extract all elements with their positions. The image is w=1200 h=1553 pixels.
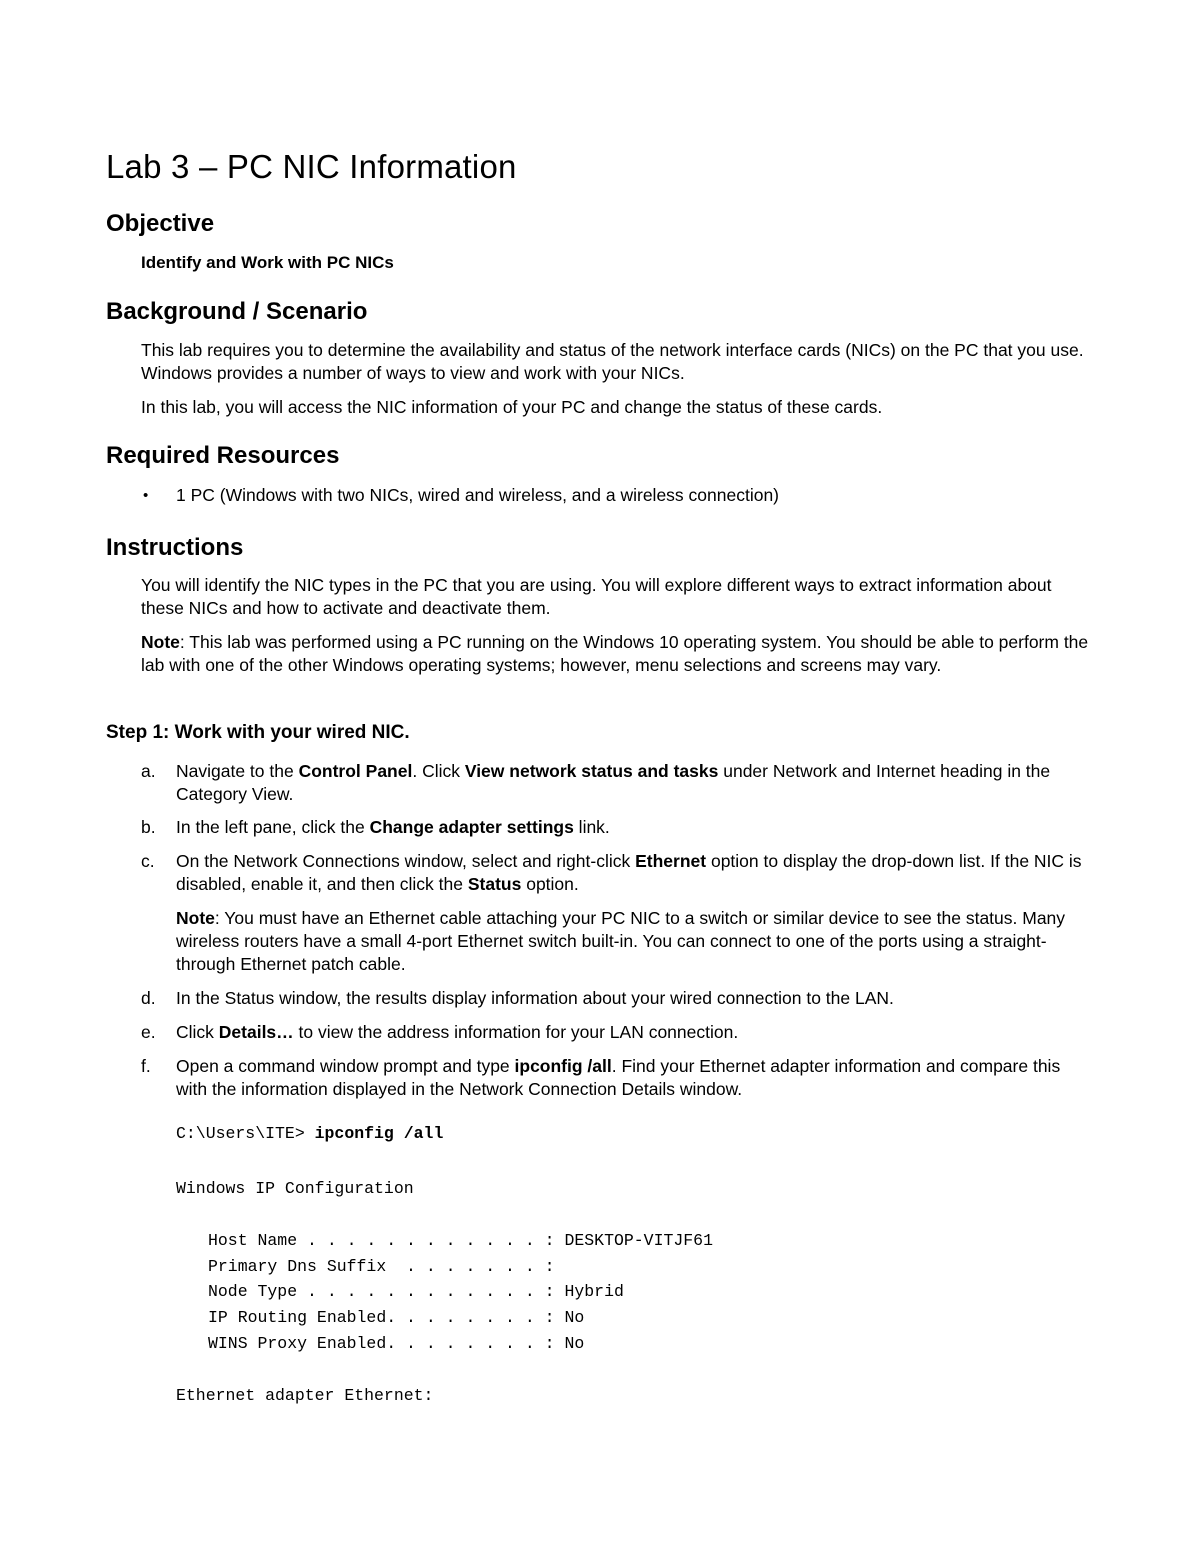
instructions-heading: Instructions — [106, 534, 244, 561]
console-adapter-heading: Ethernet adapter Ethernet: — [176, 1386, 434, 1405]
step-c-note: Note: You must have an Ethernet cable attaching your PC NIC to a switch or similar device to see the status. Many wireless routers have a small 4-port Ethernet switch built-in. You can connect to one of the ports using a straight-through Ethernet patch cable. — [176, 908, 1066, 974]
resources-item-1: 1 PC (Windows with two NICs, wired and wireless, and a wireless connection) — [176, 485, 780, 505]
console-row: Node Type . . . . . . . . . . . . : Hybrid — [208, 1282, 624, 1301]
step-c-marker: c. — [141, 851, 155, 871]
objective-text: Identify and Work with PC NICs — [141, 253, 394, 272]
console-command: ipconfig /all — [314, 1124, 444, 1143]
note-text: : This lab was performed using a PC running on the Windows 10 operating system. You should be able to perform the lab with one of the other Windows operating systems; however, menu selections and screens may vary. — [141, 632, 1089, 675]
step-1-heading: Step 1: Work with your wired NIC. — [106, 722, 410, 743]
step-a-marker: a. — [141, 761, 156, 781]
console-command-line — [176, 1124, 443, 1144]
step-c-text: On the Network Connections window, select and right-click Ethernet option to display the drop-down list. If the NIC is disabled, enable it, and then click the Status option. — [176, 851, 1082, 894]
background-heading: Background / Scenario — [106, 298, 368, 325]
resources-heading: Required Resources — [106, 442, 340, 469]
objective-heading: Objective — [106, 210, 215, 237]
console-row: IP Routing Enabled. . . . . . . . : No — [208, 1308, 585, 1327]
console-row: Host Name . . . . . . . . . . . . : DESKTOP-VITJF61 — [208, 1231, 713, 1250]
step-f-text: Open a command window prompt and type ipconfig /all. Find your Ethernet adapter information and compare this with the information displayed in the Network Connection Details window. — [176, 1056, 1061, 1099]
step-e-text: Click Details… to view the address information for your LAN connection. — [176, 1022, 739, 1042]
step-b-text: In the left pane, click the Change adapter settings link. — [176, 817, 610, 837]
instructions-paragraph: You will identify the NIC types in the PC that you are using. You will explore different ways to extract information about these NICs and how to activate and deactivate them. — [141, 575, 1052, 618]
background-paragraph-2: In this lab, you will access the NIC information of your PC and change the status of these cards. — [141, 397, 883, 417]
step-d-marker: d. — [141, 988, 156, 1008]
console-row: Primary Dns Suffix . . . . . . . : — [208, 1257, 555, 1276]
step-e-marker: e. — [141, 1022, 156, 1042]
step-b-marker: b. — [141, 817, 156, 837]
bullet-icon: • — [143, 487, 149, 504]
console-header: Windows IP Configuration — [176, 1179, 414, 1198]
step-f-marker: f. — [141, 1056, 151, 1076]
console-row: WINS Proxy Enabled. . . . . . . . : No — [208, 1334, 585, 1353]
page-title: Lab 3 – PC NIC Information — [106, 148, 517, 185]
note-label: Note — [141, 632, 180, 652]
console-prompt: C:\Users\ITE> — [176, 1124, 315, 1143]
step-d-text: In the Status window, the results display information about your wired connection to the LAN. — [176, 988, 894, 1008]
instructions-note — [141, 631, 1091, 677]
background-paragraph-1: This lab requires you to determine the availability and status of the network interface cards (NICs) on the PC that you use. Windows provides a number of ways to view and work with your NICs. — [141, 340, 1084, 383]
step-a-text: Navigate to the Control Panel. Click View network status and tasks under Network and Internet heading in the Category View. — [176, 761, 1051, 804]
